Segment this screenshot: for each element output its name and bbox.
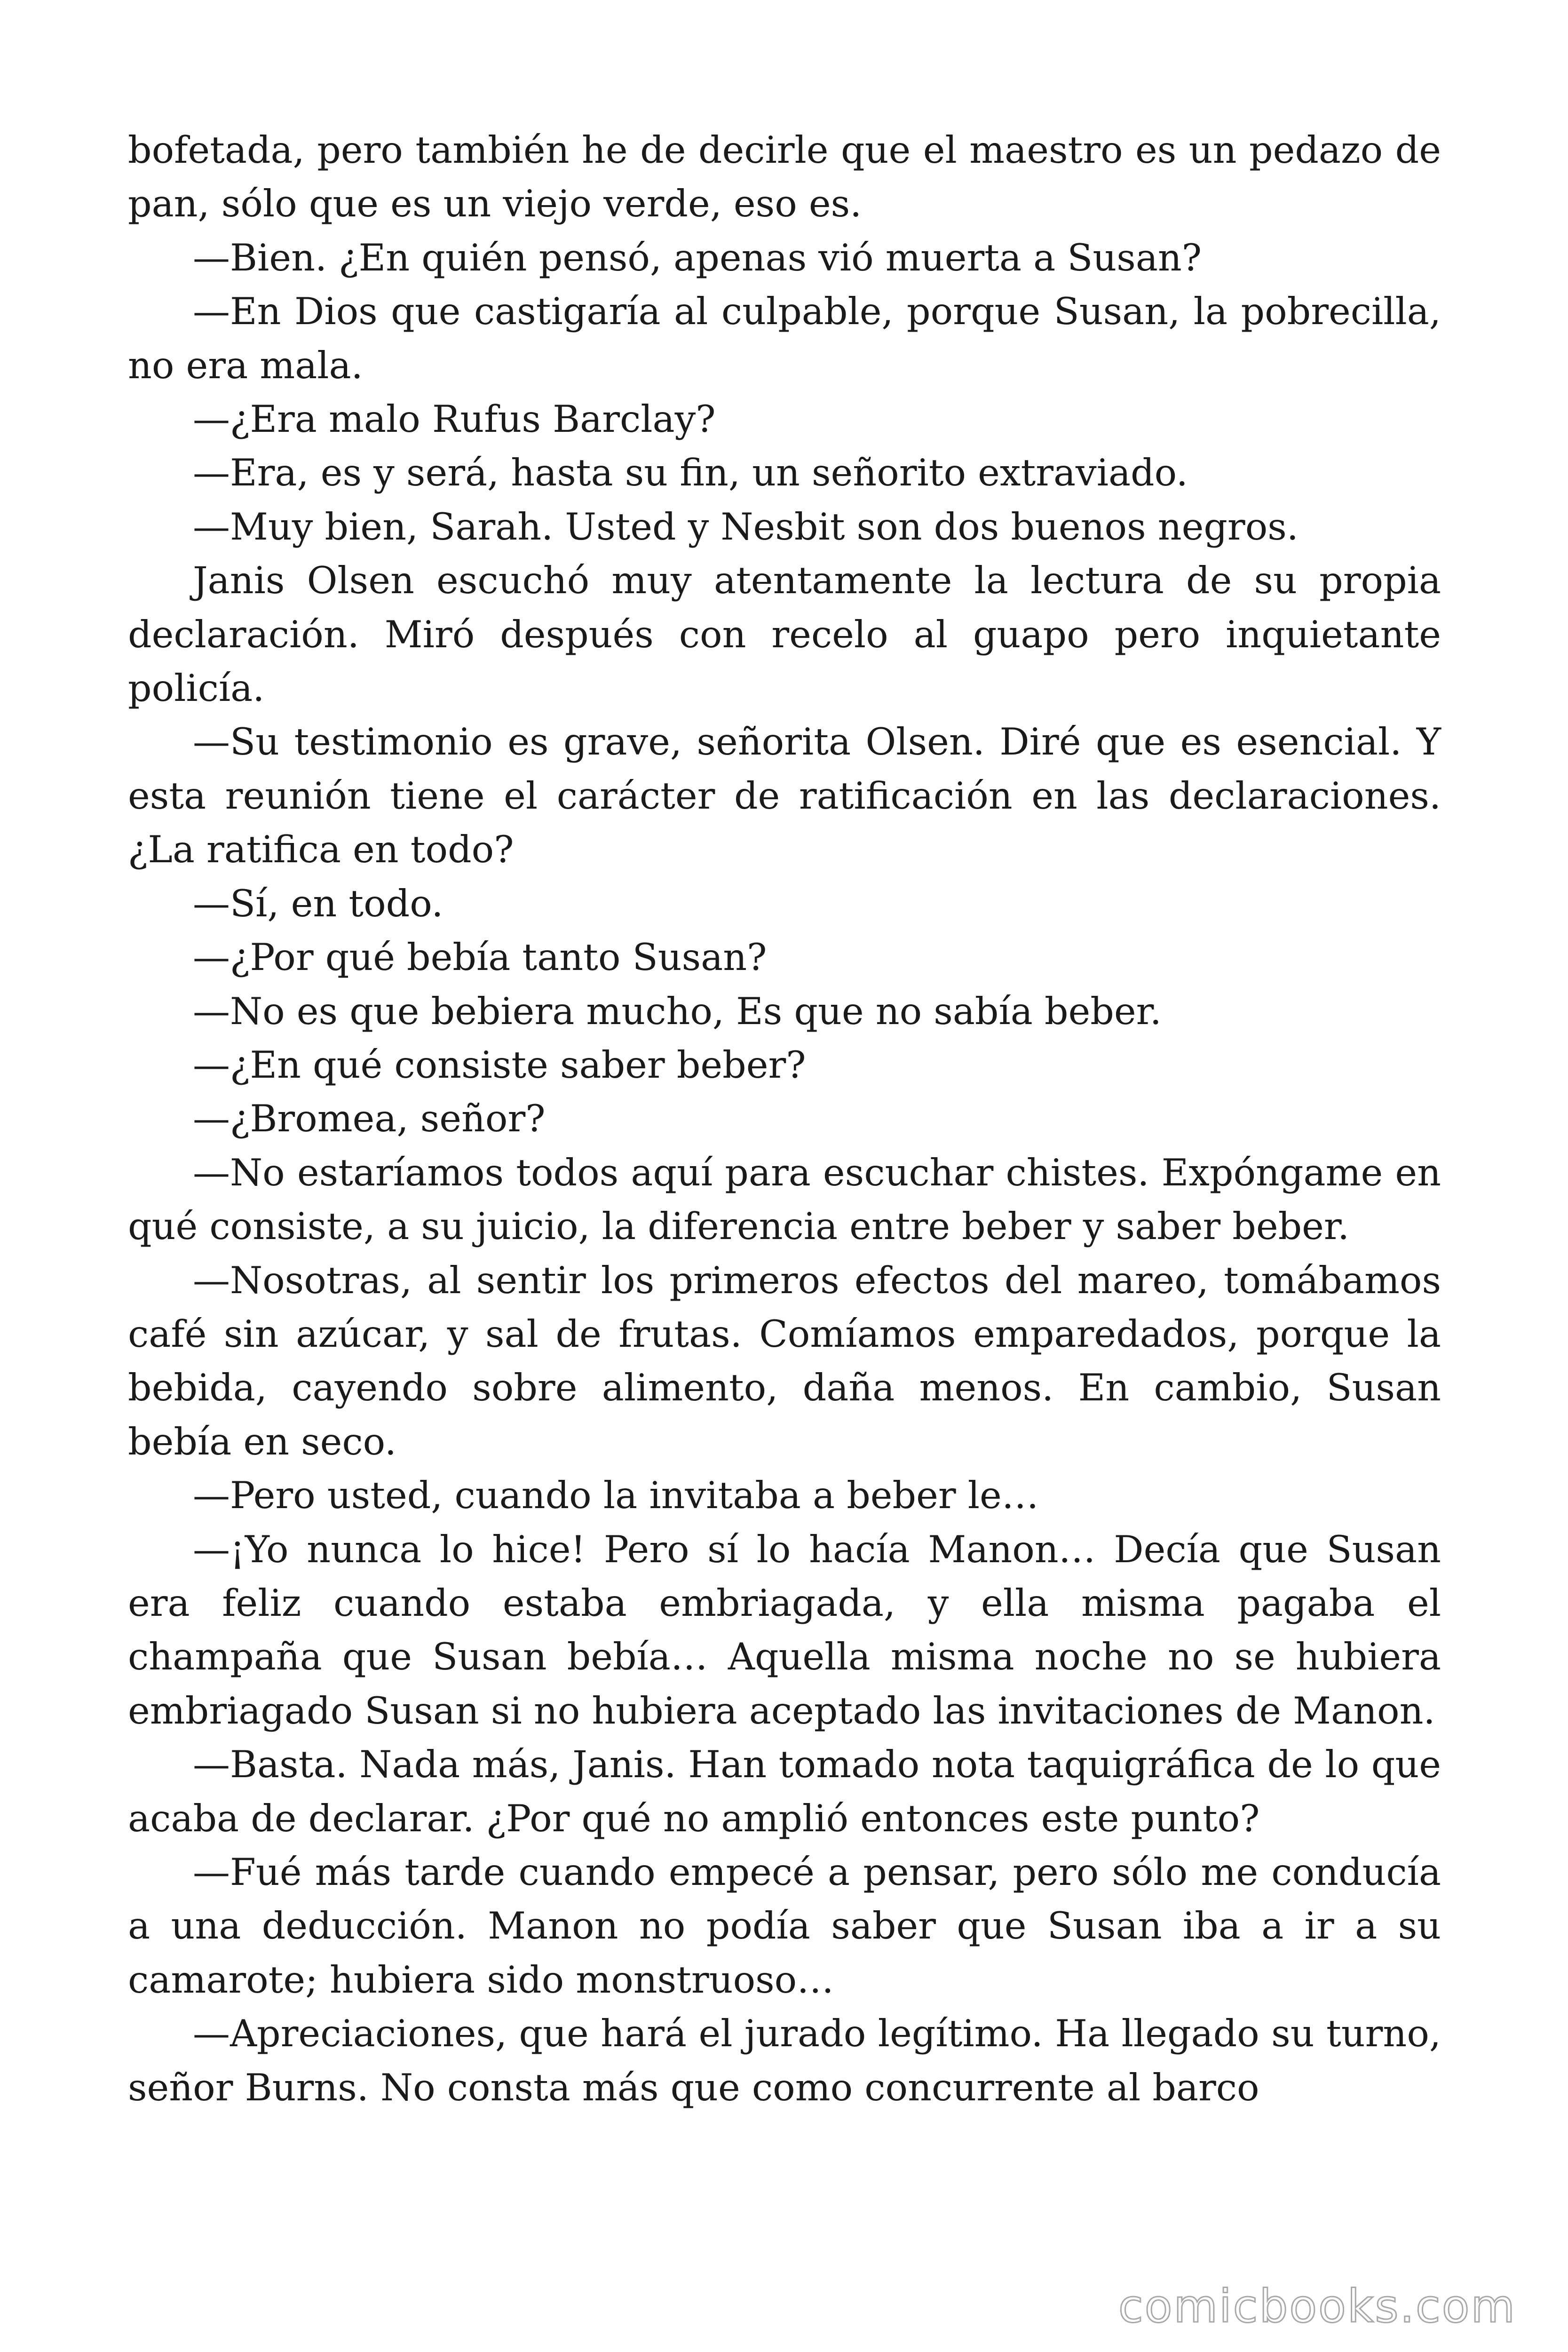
paragraph: —Pero usted, cuando la invitaba a beber le… bbox=[193, 1474, 1039, 1518]
paragraph: —Apreciaciones, que hará el jurado legítimo. Ha llegado su turno, señor Burns. No consta más que como concurrente al barco bbox=[128, 2012, 1441, 2109]
site-watermark: comicbooks.com bbox=[1118, 2280, 1516, 2333]
paragraph: —Era, es y será, hasta su fin, un señorito extraviado. bbox=[193, 451, 1188, 495]
paragraph: —¿Bromea, señor? bbox=[193, 1097, 546, 1141]
paragraph: —Sí, en todo. bbox=[193, 882, 443, 925]
paragraph-continuation: bofetada, pero también he de decirle que el maestro es un pedazo de pan, sólo que es un viejo verde, eso es. bbox=[128, 128, 1441, 226]
paragraph: —Su testimonio es grave, señorita Olsen. Diré que es esencial. Y esta reunión tiene el carácter de ratificación en las declaraciones. ¿La ratifica en todo? bbox=[128, 720, 1441, 872]
paragraph: —¿Por qué bebía tanto Susan? bbox=[193, 936, 767, 979]
paragraph: —En Dios que castigaría al culpable, porque Susan, la pobrecilla, no era mala. bbox=[128, 290, 1441, 387]
paragraph: —¿En qué consiste saber beber? bbox=[193, 1043, 806, 1087]
paragraph: Janis Olsen escuchó muy atentamente la lectura de su propia declaración. Miró después con recelo al guapo pero inquietante policía. bbox=[128, 559, 1441, 710]
paragraph: —Muy bien, Sarah. Usted y Nesbit son dos buenos negros. bbox=[193, 505, 1299, 548]
paragraph: —No es que bebiera mucho, Es que no sabía beber. bbox=[193, 989, 1162, 1033]
paragraph: —Bien. ¿En quién pensó, apenas vió muerta a Susan? bbox=[193, 236, 1202, 279]
page-body-text bbox=[128, 123, 1441, 2114]
paragraph: —¡Yo nunca lo hice! Pero sí lo hacía Manon… Decía que Susan era feliz cuando estaba embriagada, y ella misma pagaba el champaña que Susan bebía… Aquella misma noche no se hubiera embriagado Susan si no hubiera aceptado las invitaciones de Manon. bbox=[128, 1527, 1441, 1732]
paragraph: —Basta. Nada más, Janis. Han tomado nota taquigráfica de lo que acaba de declarar. ¿Por qué no amplió entonces este punto? bbox=[128, 1743, 1441, 1840]
paragraph: —Nosotras, al sentir los primeros efectos del mareo, tomábamos café sin azúcar, y sal de frutas. Comíamos emparedados, porque la bebida, cayendo sobre alimento, daña menos. En cambio, Susan bebía en seco. bbox=[128, 1258, 1441, 1463]
paragraph: —¿Era malo Rufus Barclay? bbox=[193, 397, 716, 441]
paragraph: —No estaríamos todos aquí para escuchar chistes. Expóngame en qué consiste, a su juicio, la diferencia entre beber y saber beber. bbox=[128, 1151, 1441, 1248]
paragraph: —Fué más tarde cuando empecé a pensar, pero sólo me conducía a una deducción. Manon no podía saber que Susan iba a ir a su camarote; hubiera sido monstruoso… bbox=[128, 1851, 1441, 2002]
